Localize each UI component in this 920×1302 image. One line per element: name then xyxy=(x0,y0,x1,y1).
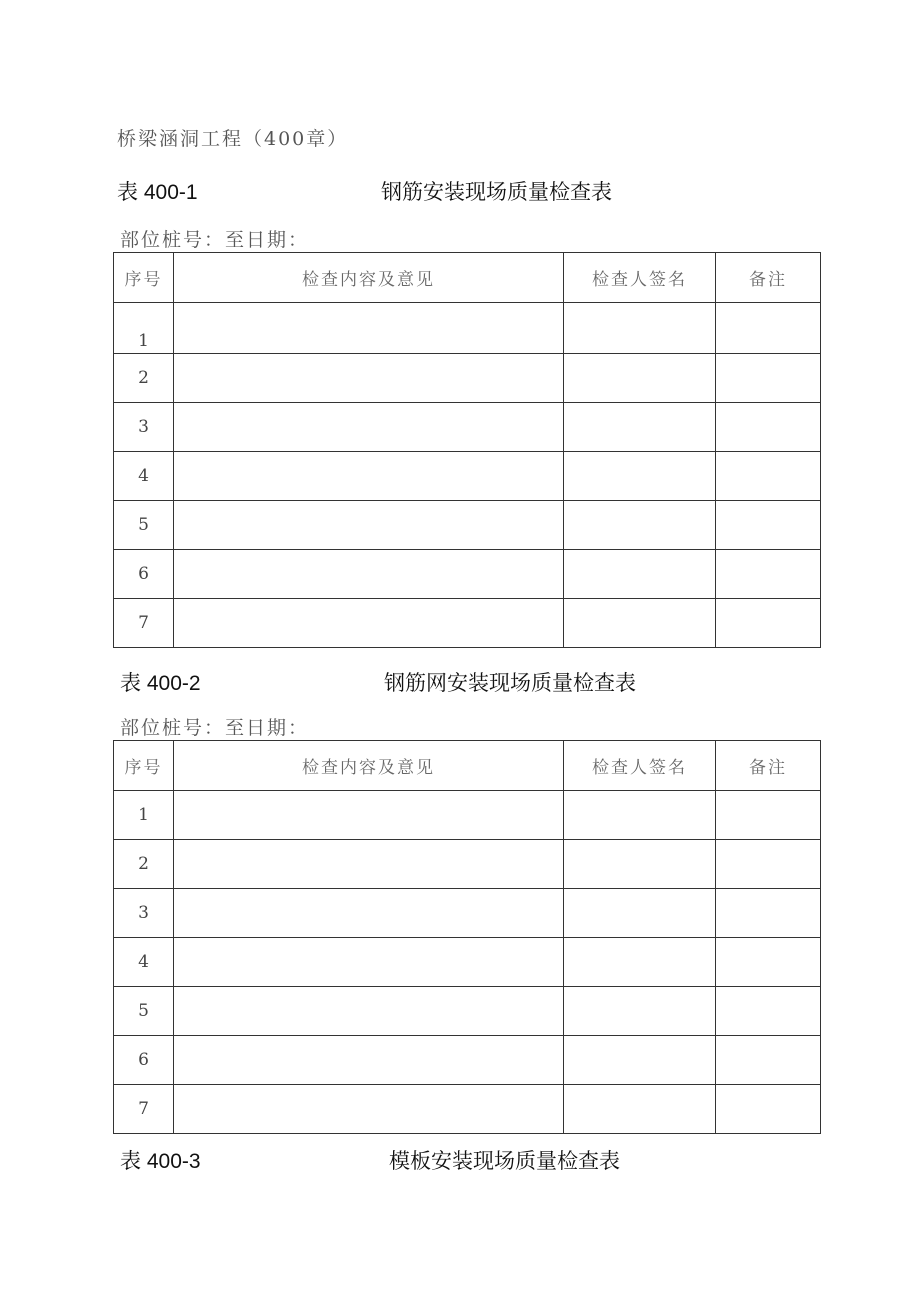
content-cell[interactable] xyxy=(174,452,564,501)
content-cell[interactable] xyxy=(174,501,564,550)
remarks-cell[interactable] xyxy=(716,303,821,354)
signature-cell[interactable] xyxy=(564,403,716,452)
table-row xyxy=(114,354,821,403)
table-row xyxy=(114,303,821,354)
signature-cell[interactable] xyxy=(564,889,716,938)
table-row xyxy=(114,987,821,1036)
signature-cell[interactable] xyxy=(564,791,716,840)
content-cell[interactable] xyxy=(174,889,564,938)
signature-cell[interactable] xyxy=(564,840,716,889)
table-header-row xyxy=(114,253,821,303)
row-number: 1 xyxy=(114,791,174,840)
content-cell[interactable] xyxy=(174,303,564,354)
remarks-cell[interactable] xyxy=(716,452,821,501)
table-row xyxy=(114,1036,821,1085)
content-cell[interactable] xyxy=(174,791,564,840)
remarks-cell[interactable] xyxy=(716,403,821,452)
table-title-2: 钢筋网安装现场质量检查表 xyxy=(384,671,636,695)
chapter-title: 桥梁涵洞工程（400章） xyxy=(117,128,349,150)
signature-cell[interactable] xyxy=(564,938,716,987)
row-number: 7 xyxy=(114,599,174,648)
signature-cell[interactable] xyxy=(564,452,716,501)
header-inspector-signature: 检查人签名 xyxy=(564,741,716,791)
table-row xyxy=(114,1085,821,1134)
table-row xyxy=(114,840,821,889)
table-number-3: 表 400-3 xyxy=(120,1150,201,1173)
remarks-cell[interactable] xyxy=(716,1036,821,1085)
inspection-table-1 xyxy=(113,252,821,648)
remarks-cell[interactable] xyxy=(716,599,821,648)
row-number: 6 xyxy=(114,1036,174,1085)
row-number: 4 xyxy=(114,452,174,501)
location-date-line-1: 部位桩号：至日期： xyxy=(120,229,310,251)
row-number: 3 xyxy=(114,403,174,452)
remarks-cell[interactable] xyxy=(716,889,821,938)
signature-cell[interactable] xyxy=(564,550,716,599)
inspection-table-2 xyxy=(113,740,821,1134)
signature-cell[interactable] xyxy=(564,303,716,354)
content-cell[interactable] xyxy=(174,938,564,987)
remarks-cell[interactable] xyxy=(716,550,821,599)
location-date-line-2: 部位桩号：至日期： xyxy=(120,717,310,739)
remarks-cell[interactable] xyxy=(716,791,821,840)
table-title-3: 模板安装现场质量检查表 xyxy=(389,1149,620,1173)
signature-cell[interactable] xyxy=(564,501,716,550)
remarks-cell[interactable] xyxy=(716,354,821,403)
table-row xyxy=(114,889,821,938)
remarks-cell[interactable] xyxy=(716,987,821,1036)
remarks-cell[interactable] xyxy=(716,840,821,889)
table-number-2: 表 400-2 xyxy=(120,672,201,695)
row-number: 1 xyxy=(114,303,174,354)
header-remarks: 备注 xyxy=(716,253,821,303)
remarks-cell[interactable] xyxy=(716,1085,821,1134)
table-row xyxy=(114,403,821,452)
table-row xyxy=(114,501,821,550)
content-cell[interactable] xyxy=(174,1036,564,1085)
table-row xyxy=(114,791,821,840)
row-number: 5 xyxy=(114,987,174,1036)
table-row xyxy=(114,550,821,599)
signature-cell[interactable] xyxy=(564,987,716,1036)
content-cell[interactable] xyxy=(174,840,564,889)
signature-cell[interactable] xyxy=(564,1036,716,1085)
row-number: 6 xyxy=(114,550,174,599)
row-number: 2 xyxy=(114,354,174,403)
signature-cell[interactable] xyxy=(564,1085,716,1134)
table-row xyxy=(114,599,821,648)
header-serial-no: 序号 xyxy=(114,253,174,303)
signature-cell[interactable] xyxy=(564,599,716,648)
row-number: 2 xyxy=(114,840,174,889)
signature-cell[interactable] xyxy=(564,354,716,403)
content-cell[interactable] xyxy=(174,1085,564,1134)
content-cell[interactable] xyxy=(174,354,564,403)
header-remarks: 备注 xyxy=(716,741,821,791)
content-cell[interactable] xyxy=(174,403,564,452)
table-header-row xyxy=(114,741,821,791)
content-cell[interactable] xyxy=(174,987,564,1036)
row-number: 5 xyxy=(114,501,174,550)
row-number: 4 xyxy=(114,938,174,987)
remarks-cell[interactable] xyxy=(716,501,821,550)
table-row xyxy=(114,452,821,501)
header-serial-no: 序号 xyxy=(114,741,174,791)
header-inspection-content: 检查内容及意见 xyxy=(174,741,564,791)
content-cell[interactable] xyxy=(174,550,564,599)
table-number-1: 表 400-1 xyxy=(117,181,198,204)
table-title-1: 钢筋安装现场质量检查表 xyxy=(381,180,612,204)
table-row xyxy=(114,938,821,987)
header-inspector-signature: 检查人签名 xyxy=(564,253,716,303)
remarks-cell[interactable] xyxy=(716,938,821,987)
header-inspection-content: 检查内容及意见 xyxy=(174,253,564,303)
row-number: 7 xyxy=(114,1085,174,1134)
row-number: 3 xyxy=(114,889,174,938)
content-cell[interactable] xyxy=(174,599,564,648)
